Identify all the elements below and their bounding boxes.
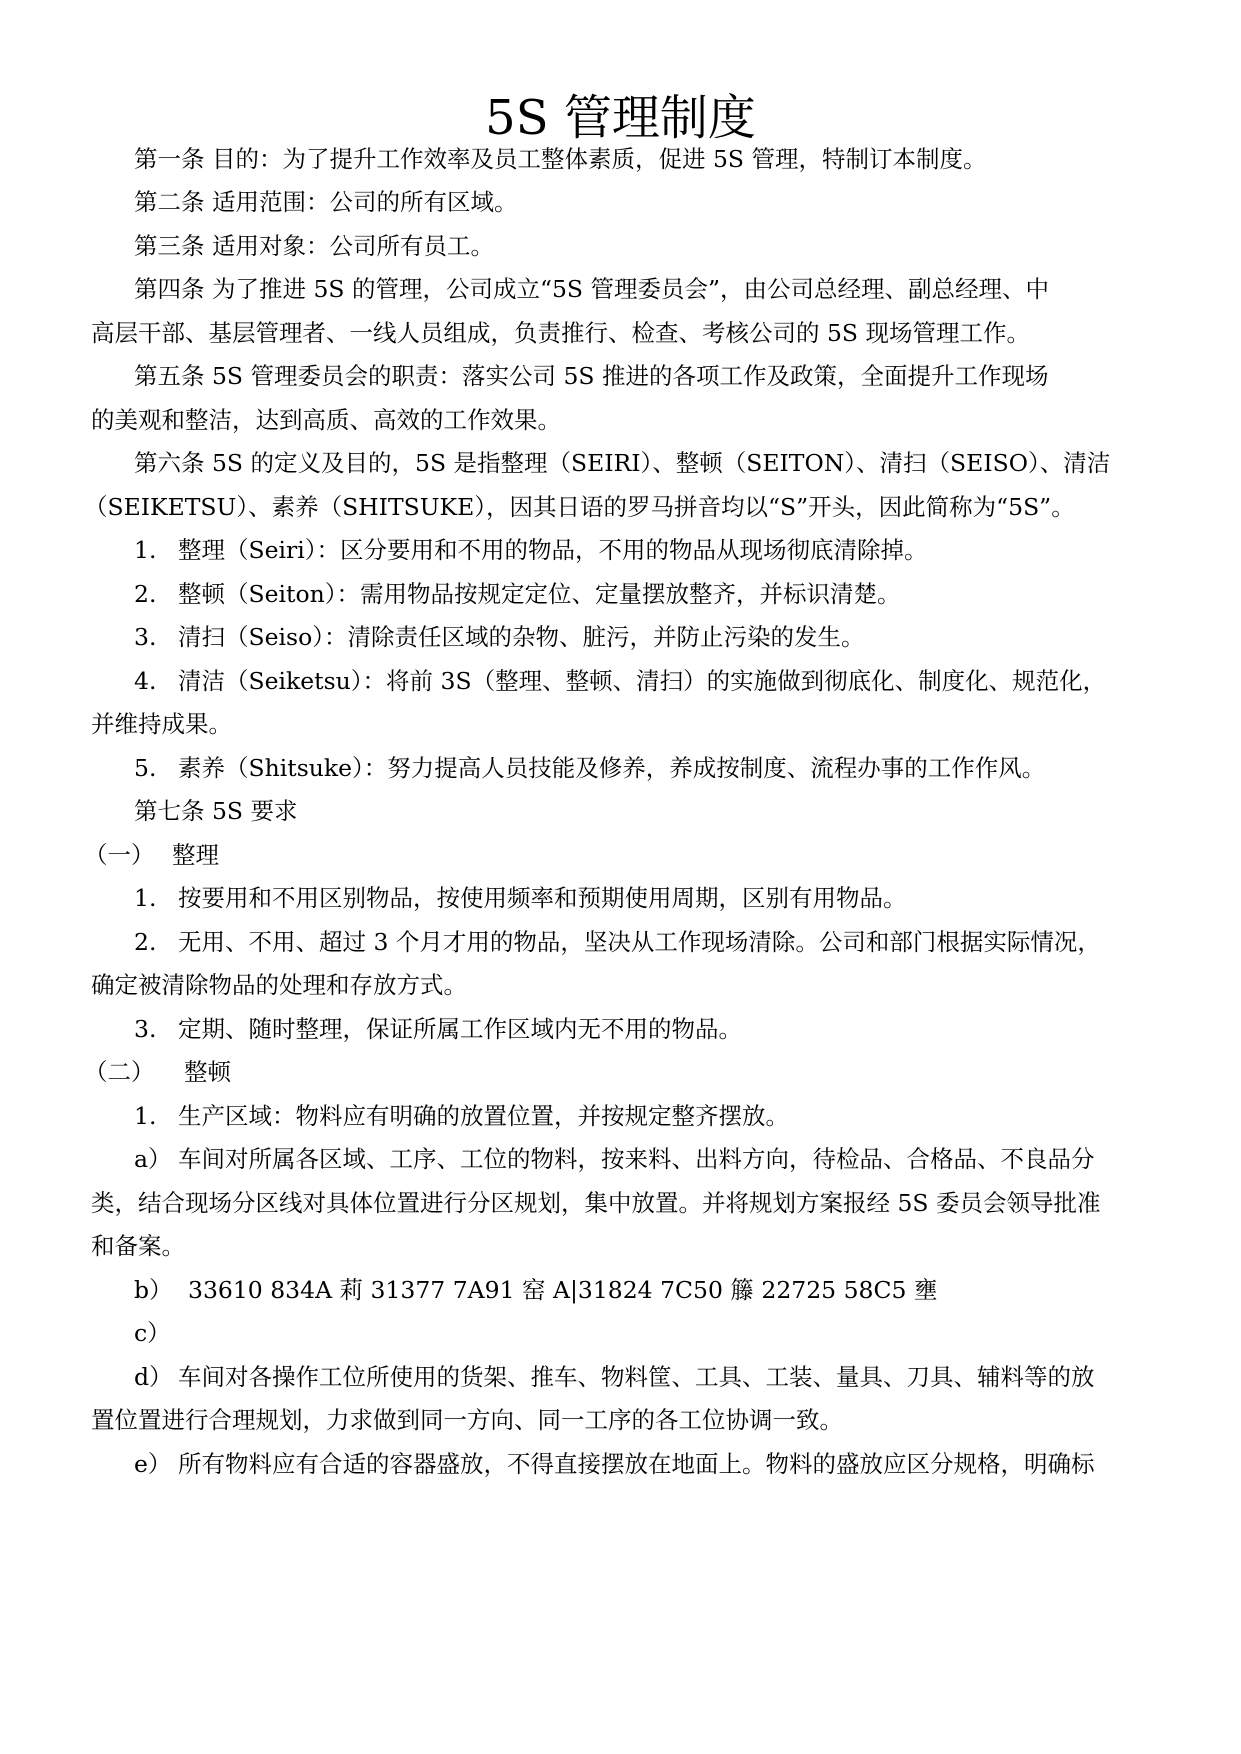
sub-item-marker: e）: [134, 1450, 172, 1478]
sub-item-a-line-2: 类，结合现场分区线对具体位置进行分区规划，集中放置。并将规划方案报经 5S 委员会领导批准: [91, 1189, 1101, 1217]
sub-item-d: [134, 1361, 1194, 1393]
item-number: 4.: [134, 667, 157, 695]
item-number: 1.: [134, 536, 157, 564]
article-5-line-1: 第五条 5S 管理委员会的职责：落实公司 5S 推进的各项工作及政策，全面提升工作现场: [134, 362, 1049, 390]
article-1: 第一条 目的：为了提升工作效率及员工整体素质，促进 5S 管理，特制订本制度。: [134, 145, 987, 173]
sub-item-text: 车间对所属各区域、工序、工位的物料，按来料、出料方向，待检品、合格品、不良品分: [178, 1145, 1095, 1173]
item-text: 清扫（Seiso）：清除责任区域的杂物、脏污，并防止污染的发生。: [178, 623, 865, 651]
article-7: 第七条 5S 要求: [134, 797, 298, 825]
item-text: 素养（Shitsuke）：努力提高人员技能及修养，养成按制度、流程办事的工作作风。: [178, 754, 1046, 782]
item-number: 1.: [134, 884, 157, 912]
article-4-line-2: 高层干部、基层管理者、一线人员组成，负责推行、检查、考核公司的 5S 现场管理工作。: [91, 319, 1030, 347]
definition-item-5: [134, 752, 1154, 784]
item-number: 3.: [134, 623, 157, 651]
item-number: 2.: [134, 580, 157, 608]
article-3: 第三条 适用对象：公司所有员工。: [134, 232, 494, 260]
sub-item-marker: b）: [134, 1276, 173, 1304]
arrangement-item-1: [134, 1100, 1154, 1132]
sub-item-a-line-3: 和备案。: [91, 1232, 185, 1260]
page-title: 5S 管理制度: [485, 90, 756, 146]
requirement-item-1: [134, 882, 1154, 914]
article-6-line-1: 第六条 5S 的定义及目的，5S 是指整理（SEIRI）、整顿（SEITON）、清扫（SEISO）、清洁: [134, 449, 1111, 477]
item-number: 5.: [134, 754, 157, 782]
article-4-line-1: 第四条 为了推进 5S 的管理，公司成立“5S 管理委员会”，由公司总经理、副总经理、中: [134, 275, 1050, 303]
section-title: 整顿: [184, 1058, 231, 1086]
sub-item-marker: c）: [134, 1319, 171, 1347]
sub-item-a: [134, 1143, 1194, 1175]
sub-item-marker: a）: [134, 1145, 172, 1173]
sub-item-marker: d）: [134, 1363, 173, 1391]
definition-item-2: [134, 578, 1154, 610]
requirement-item-2-line-2: 确定被清除物品的处理和存放方式。: [91, 971, 467, 999]
definition-item-3: [134, 621, 1154, 653]
article-5-line-2: 的美观和整洁，达到高质、高效的工作效果。: [91, 406, 561, 434]
sub-item-text: 33610 834A 莉 31377 7A91 窑 A|31824 7C50 籐 22725 58C5 壅: [188, 1276, 938, 1304]
item-text: 按要用和不用区别物品，按使用频率和预期使用周期，区别有用物品。: [178, 884, 907, 912]
sub-item-b: [134, 1274, 1194, 1306]
sub-item-e: [134, 1448, 1194, 1480]
item-number: 3.: [134, 1015, 157, 1043]
item-text: 整顿（Seiton）：需用物品按规定定位、定量摆放整齐，并标识清楚。: [178, 580, 901, 608]
item-text: 无用、不用、超过 3 个月才用的物品，坚决从工作现场清除。公司和部门根据实际情况，: [178, 928, 1101, 956]
sub-item-d-line-2: 置位置进行合理规划，力求做到同一方向、同一工序的各工位协调一致。: [91, 1406, 843, 1434]
section-title: 整理: [172, 841, 219, 869]
article-2: 第二条 适用范围：公司的所有区域。: [134, 188, 518, 216]
item-text: 生产区域：物料应有明确的放置位置，并按规定整齐摆放。: [178, 1102, 789, 1130]
requirement-item-2: [134, 926, 1154, 958]
section-label: （一）: [84, 841, 155, 869]
sub-item-c: [134, 1317, 1194, 1349]
item-text: 清洁（Seiketsu）：将前 3S（整理、整顿、清扫）的实施做到彻底化、制度化、规范化，: [178, 667, 1107, 695]
section-2-heading: [84, 1056, 1144, 1088]
article-6-line-2: （SEIKETSU）、素养（SHITSUKE），因其日语的罗马拼音均以“S”开头，因此简称为“5S”。: [84, 493, 1075, 521]
sub-item-text: 所有物料应有合适的容器盛放，不得直接摆放在地面上。物料的盛放应区分规格，明确标: [178, 1450, 1095, 1478]
definition-item-4-line-2: 并维持成果。: [91, 710, 232, 738]
section-1-heading: [84, 839, 1144, 871]
item-number: 1.: [134, 1102, 157, 1130]
sub-item-text: 车间对各操作工位所使用的货架、推车、物料筐、工具、工装、量具、刀具、辅料等的放: [178, 1363, 1095, 1391]
requirement-item-3: [134, 1013, 1154, 1045]
item-text: 定期、随时整理，保证所属工作区域内无不用的物品。: [178, 1015, 742, 1043]
section-label: （二）: [84, 1058, 155, 1086]
definition-item-1: [134, 534, 1154, 566]
definition-item-4: [134, 665, 1154, 697]
item-number: 2.: [134, 928, 157, 956]
item-text: 整理（Seiri）：区分要用和不用的物品，不用的物品从现场彻底清除掉。: [178, 536, 928, 564]
